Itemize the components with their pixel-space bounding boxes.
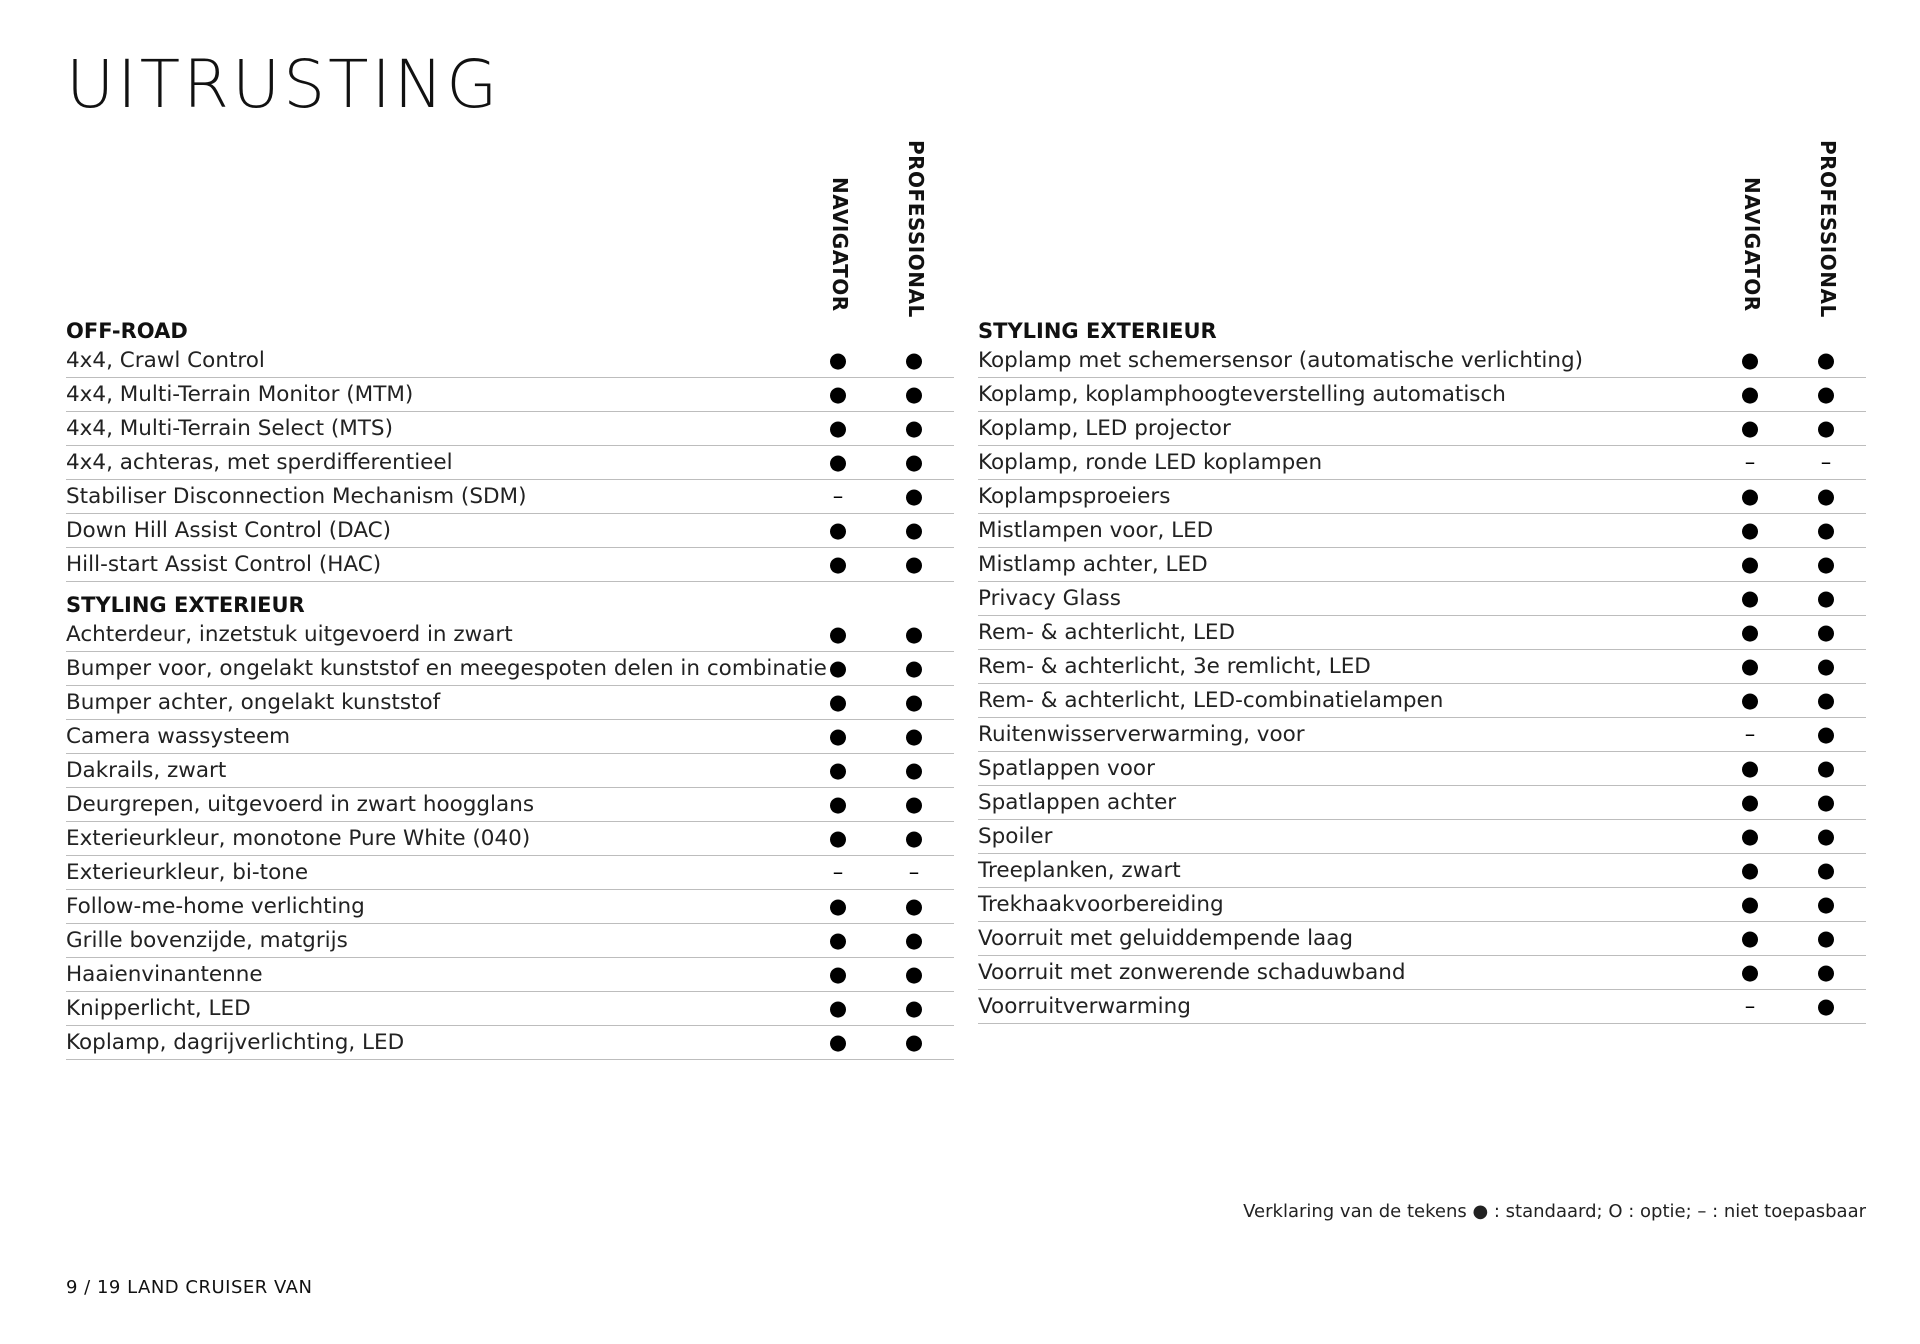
professional-availability-mark: ● [1816, 348, 1836, 372]
navigator-availability-mark: ● [828, 928, 848, 952]
professional-availability-mark: ● [904, 894, 924, 918]
professional-availability-mark: ● [904, 416, 924, 440]
feature-label: Haaienvinantenne [66, 962, 263, 987]
professional-availability-mark: – [1820, 450, 1832, 474]
equipment-rows [66, 312, 954, 1060]
table-row [978, 514, 1866, 548]
professional-availability-mark: ● [904, 622, 924, 646]
professional-availability-mark: ● [904, 518, 924, 542]
table-row [66, 992, 954, 1026]
feature-label: Rem- & achterlicht, 3e remlicht, LED [978, 654, 1371, 679]
navigator-availability-mark: ● [1740, 790, 1760, 814]
feature-label: Exterieurkleur, monotone Pure White (040) [66, 826, 531, 851]
table-row [66, 924, 954, 958]
table-row [978, 922, 1866, 956]
navigator-availability-mark: – [832, 860, 844, 884]
feature-label: Camera wassysteem [66, 724, 291, 749]
navigator-availability-mark: – [1744, 450, 1756, 474]
section-title: STYLING EXTERIEUR [978, 319, 1217, 343]
feature-label: Knipperlicht, LED [66, 996, 251, 1021]
feature-label: Hill-start Assist Control (HAC) [66, 552, 382, 577]
feature-label: Koplamp, koplamphoogteverstelling automatisch [978, 382, 1506, 407]
professional-availability-mark: ● [1816, 892, 1836, 916]
professional-availability-mark: ● [904, 758, 924, 782]
table-row [978, 820, 1866, 854]
table-row [978, 548, 1866, 582]
professional-availability-mark: ● [1816, 790, 1836, 814]
navigator-availability-mark: ● [1740, 416, 1760, 440]
professional-availability-mark: ● [1816, 552, 1836, 576]
navigator-availability-mark: ● [828, 758, 848, 782]
feature-label: Spoiler [978, 824, 1053, 849]
feature-label: Mistlamp achter, LED [978, 552, 1208, 577]
feature-label: 4x4, Multi-Terrain Select (MTS) [66, 416, 393, 441]
navigator-availability-mark: ● [828, 792, 848, 816]
navigator-availability-mark: ● [828, 450, 848, 474]
footer-page-info: 9 / 19 LAND CRUISER VAN [66, 1277, 313, 1298]
feature-label: Spatlappen achter [978, 790, 1177, 815]
table-row [978, 650, 1866, 684]
professional-availability-mark: ● [1816, 586, 1836, 610]
navigator-availability-mark: ● [1740, 620, 1760, 644]
feature-label: Koplamp, ronde LED koplampen [978, 450, 1323, 475]
table-row [66, 652, 954, 686]
navigator-availability-mark: ● [1740, 382, 1760, 406]
table-row [66, 548, 954, 582]
table-row [978, 378, 1866, 412]
table-row [978, 616, 1866, 650]
professional-availability-mark: ● [904, 962, 924, 986]
feature-label: 4x4, Crawl Control [66, 348, 265, 373]
feature-label: Dakrails, zwart [66, 758, 227, 783]
table-row [66, 686, 954, 720]
feature-label: Down Hill Assist Control (DAC) [66, 518, 392, 543]
professional-availability-mark: ● [904, 792, 924, 816]
table-row [66, 344, 954, 378]
professional-availability-mark: ● [1816, 416, 1836, 440]
professional-availability-mark: ● [1816, 926, 1836, 950]
navigator-availability-mark: ● [1740, 960, 1760, 984]
feature-label: Ruitenwisserverwarming, voor [978, 722, 1305, 747]
professional-availability-mark: – [908, 860, 920, 884]
navigator-availability-mark: – [1744, 994, 1756, 1018]
table-row [66, 890, 954, 924]
professional-availability-mark: ● [1816, 960, 1836, 984]
navigator-availability-mark: ● [1740, 654, 1760, 678]
table-row [978, 786, 1866, 820]
navigator-availability-mark: ● [828, 518, 848, 542]
column-headers [978, 140, 1866, 318]
navigator-availability-mark: ● [828, 382, 848, 406]
navigator-availability-mark: ● [828, 348, 848, 372]
professional-availability-mark: ● [904, 1030, 924, 1054]
feature-label: Spatlappen voor [978, 756, 1155, 781]
feature-label: Grille bovenzijde, matgrijs [66, 928, 348, 953]
professional-availability-mark: ● [904, 450, 924, 474]
professional-availability-mark: ● [1816, 484, 1836, 508]
navigator-availability-mark: ● [1740, 484, 1760, 508]
legend: Verklaring van de tekens ● : standaard; O : optie; – : niet toepasbaar [1243, 1201, 1866, 1222]
table-row [66, 618, 954, 652]
table-row [978, 582, 1866, 616]
professional-availability-mark: ● [904, 348, 924, 372]
navigator-availability-mark: ● [828, 1030, 848, 1054]
navigator-availability-mark: ● [1740, 688, 1760, 712]
table-row [66, 412, 954, 446]
professional-availability-mark: ● [1816, 722, 1836, 746]
navigator-availability-mark: ● [828, 996, 848, 1020]
navigator-availability-mark: – [832, 484, 844, 508]
feature-label: Trekhaakvoorbereiding [978, 892, 1224, 917]
table-row [978, 684, 1866, 718]
feature-label: 4x4, achteras, met sperdifferentieel [66, 450, 453, 475]
table-row [978, 854, 1866, 888]
column-header-professional: PROFESSIONAL [1816, 140, 1840, 318]
professional-availability-mark: ● [1816, 620, 1836, 644]
navigator-availability-mark: ● [1740, 892, 1760, 916]
table-row [66, 754, 954, 788]
table-row [66, 480, 954, 514]
feature-label: Voorruit met zonwerende schaduwband [978, 960, 1406, 985]
professional-availability-mark: ● [904, 484, 924, 508]
navigator-availability-mark: ● [828, 622, 848, 646]
professional-availability-mark: ● [1816, 756, 1836, 780]
feature-label: Stabiliser Disconnection Mechanism (SDM) [66, 484, 527, 509]
table-row [978, 956, 1866, 990]
feature-label: Exterieurkleur, bi-tone [66, 860, 309, 885]
navigator-availability-mark: ● [828, 894, 848, 918]
table-row [66, 822, 954, 856]
column-headers [66, 140, 954, 318]
feature-label: Rem- & achterlicht, LED [978, 620, 1236, 645]
feature-label: Treeplanken, zwart [978, 858, 1181, 883]
feature-label: Koplamp, LED projector [978, 416, 1231, 441]
professional-availability-mark: ● [1816, 382, 1836, 406]
feature-label: Koplamp met schemersensor (automatische verlichting) [978, 348, 1584, 373]
feature-label: Voorruitverwarming [978, 994, 1191, 1019]
table-row [978, 888, 1866, 922]
professional-availability-mark: ● [904, 996, 924, 1020]
feature-label: Rem- & achterlicht, LED-combinatielampen [978, 688, 1444, 713]
navigator-availability-mark: ● [1740, 858, 1760, 882]
navigator-availability-mark: ● [1740, 824, 1760, 848]
professional-availability-mark: ● [904, 382, 924, 406]
feature-label: Bumper voor, ongelakt kunststof en meegespoten delen in combinatie [66, 656, 827, 681]
navigator-availability-mark: ● [1740, 926, 1760, 950]
professional-availability-mark: ● [904, 552, 924, 576]
navigator-availability-mark: ● [1740, 552, 1760, 576]
professional-availability-mark: ● [1816, 518, 1836, 542]
table-row [66, 446, 954, 480]
column-header-professional: PROFESSIONAL [904, 140, 928, 318]
professional-availability-mark: ● [904, 826, 924, 850]
feature-label: Voorruit met geluiddempende laag [978, 926, 1354, 951]
navigator-availability-mark: ● [828, 552, 848, 576]
feature-label: Follow-me-home verlichting [66, 894, 365, 919]
table-row [978, 412, 1866, 446]
feature-label: 4x4, Multi-Terrain Monitor (MTM) [66, 382, 414, 407]
table-row [978, 990, 1866, 1024]
professional-availability-mark: ● [904, 690, 924, 714]
professional-availability-mark: ● [1816, 994, 1836, 1018]
table-row [978, 718, 1866, 752]
navigator-availability-mark: – [1744, 722, 1756, 746]
navigator-availability-mark: ● [828, 962, 848, 986]
navigator-availability-mark: ● [1740, 348, 1760, 372]
professional-availability-mark: ● [904, 928, 924, 952]
professional-availability-mark: ● [1816, 824, 1836, 848]
table-row [66, 720, 954, 754]
left-equipment-table [66, 140, 954, 1060]
feature-label: Koplampsproeiers [978, 484, 1171, 509]
navigator-availability-mark: ● [1740, 756, 1760, 780]
feature-label: Koplamp, dagrijverlichting, LED [66, 1030, 405, 1055]
navigator-availability-mark: ● [828, 690, 848, 714]
right-equipment-table [978, 140, 1866, 1024]
equipment-rows [978, 312, 1866, 1024]
navigator-availability-mark: ● [1740, 518, 1760, 542]
table-row [978, 752, 1866, 786]
section-title: STYLING EXTERIEUR [66, 593, 305, 617]
navigator-availability-mark: ● [828, 656, 848, 680]
professional-availability-mark: ● [1816, 858, 1836, 882]
navigator-availability-mark: ● [828, 416, 848, 440]
feature-label: Bumper achter, ongelakt kunststof [66, 690, 441, 715]
feature-label: Privacy Glass [978, 586, 1121, 611]
feature-label: Mistlampen voor, LED [978, 518, 1214, 543]
navigator-availability-mark: ● [1740, 586, 1760, 610]
navigator-availability-mark: ● [828, 826, 848, 850]
table-row [978, 344, 1866, 378]
table-row [66, 1026, 954, 1060]
table-row [66, 958, 954, 992]
table-row [978, 480, 1866, 514]
table-row [66, 378, 954, 412]
feature-label: Deurgrepen, uitgevoerd in zwart hoogglans [66, 792, 535, 817]
professional-availability-mark: ● [904, 656, 924, 680]
section-title: OFF-ROAD [66, 319, 188, 343]
navigator-availability-mark: ● [828, 724, 848, 748]
professional-availability-mark: ● [904, 724, 924, 748]
column-header-navigator: NAVIGATOR [828, 177, 852, 312]
table-row [978, 446, 1866, 480]
page-title: UITRUSTING [66, 46, 501, 123]
professional-availability-mark: ● [1816, 654, 1836, 678]
column-header-navigator: NAVIGATOR [1740, 177, 1764, 312]
feature-label: Achterdeur, inzetstuk uitgevoerd in zwart [66, 622, 513, 647]
professional-availability-mark: ● [1816, 688, 1836, 712]
table-row [66, 856, 954, 890]
table-row [66, 788, 954, 822]
table-row [66, 514, 954, 548]
